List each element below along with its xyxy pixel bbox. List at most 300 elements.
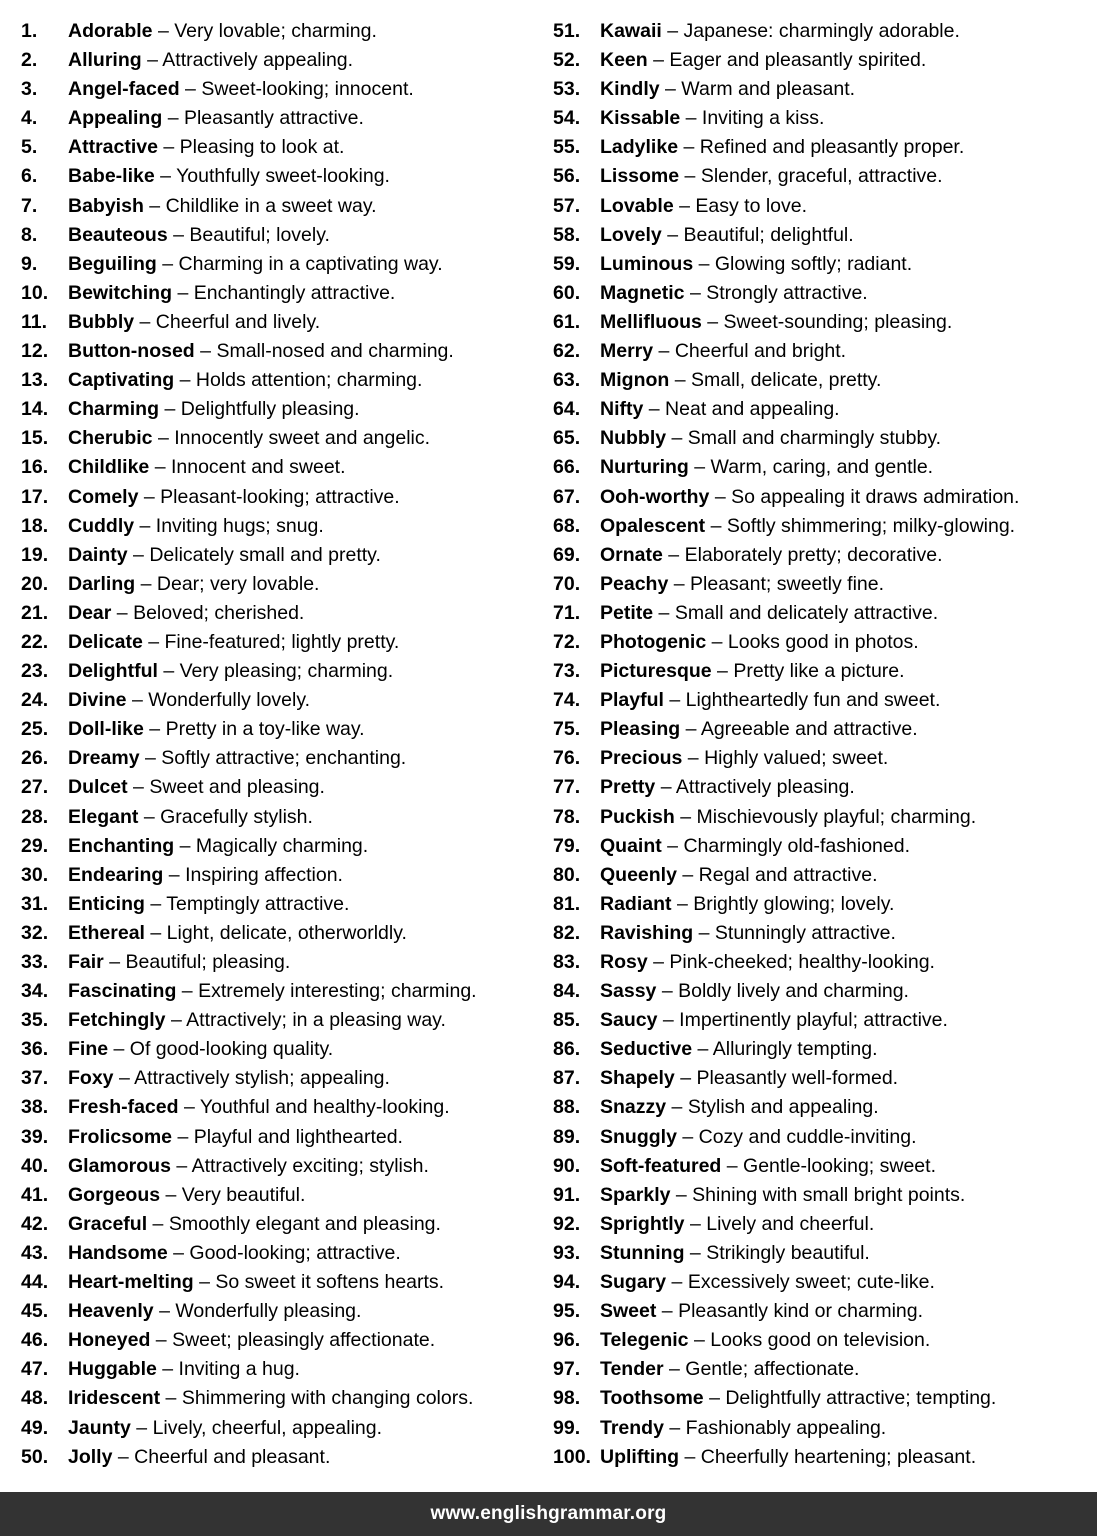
item-number: 3. <box>21 78 38 101</box>
item-text <box>68 1355 300 1384</box>
item-number: 89. <box>553 1125 581 1148</box>
item-text <box>68 570 319 599</box>
item-text <box>600 1152 936 1181</box>
item-text <box>600 919 896 948</box>
list-item <box>553 861 1093 890</box>
item-definition: Brightly glowing; lovely. <box>693 892 895 915</box>
item-text <box>68 715 365 744</box>
item-definition: Mischievously playful; charming. <box>696 805 977 828</box>
list-item <box>21 1355 536 1384</box>
item-word: Enchanting <box>68 834 175 857</box>
item-word: Dreamy <box>68 747 140 770</box>
item-separator: – <box>711 630 723 653</box>
item-word: Attractive <box>68 136 158 159</box>
item-number: 6. <box>21 165 38 188</box>
item-word: Honeyed <box>68 1329 151 1352</box>
list-item <box>553 744 1093 773</box>
item-separator: – <box>133 776 144 799</box>
item-separator: – <box>694 456 706 479</box>
item-word: Angel-faced <box>68 78 180 101</box>
item-separator: – <box>162 252 174 275</box>
item-separator: – <box>143 805 155 828</box>
list-item <box>21 919 536 948</box>
item-number: 91. <box>553 1183 581 1206</box>
item-number: 14. <box>21 398 49 421</box>
item-definition: Pleasantly attractive. <box>183 107 364 130</box>
item-definition: Gentle; affectionate. <box>685 1358 860 1381</box>
item-definition: Cheerfully heartening; pleasant. <box>700 1445 977 1468</box>
item-text <box>68 1414 382 1443</box>
item-number: 82. <box>553 921 581 944</box>
item-number: 98. <box>553 1387 581 1410</box>
item-separator: – <box>163 136 175 159</box>
list-item <box>21 1297 536 1326</box>
list-item <box>21 715 536 744</box>
item-word: Cuddly <box>68 514 135 537</box>
item-text <box>600 686 940 715</box>
list-item <box>553 133 1093 162</box>
list-item <box>553 977 1093 1006</box>
list-item <box>21 133 536 162</box>
item-word: Mignon <box>600 369 670 392</box>
item-number: 22. <box>21 630 49 653</box>
item-separator: – <box>675 1183 687 1206</box>
list-item <box>21 977 536 1006</box>
item-separator: – <box>669 689 681 712</box>
item-separator: – <box>157 20 169 42</box>
item-definition: Beautiful; pleasing. <box>125 951 291 973</box>
item-definition: Sweet; pleasingly affectionate. <box>172 1329 436 1352</box>
item-separator: – <box>168 863 180 886</box>
item-number: 99. <box>553 1416 581 1439</box>
item-definition: Innocent and sweet. <box>170 456 346 479</box>
item-separator: – <box>689 1212 701 1235</box>
item-definition: Pleasantly kind or charming. <box>678 1300 924 1323</box>
item-number: 16. <box>21 456 49 479</box>
item-word: Merry <box>600 340 654 363</box>
item-text <box>68 250 443 279</box>
item-text <box>600 1035 878 1064</box>
item-word: Graceful <box>68 1212 148 1235</box>
item-word: Sprightly <box>600 1212 685 1235</box>
item-number: 20. <box>21 572 49 595</box>
footer-bar <box>0 1492 1097 1536</box>
item-word: Babyish <box>68 194 144 217</box>
list-item <box>553 541 1093 570</box>
list-item <box>553 773 1093 802</box>
item-text <box>68 657 393 686</box>
item-separator: – <box>165 1183 177 1206</box>
item-word: Beauteous <box>68 223 168 246</box>
item-word: Comely <box>68 485 139 508</box>
item-number: 11. <box>21 310 48 333</box>
list-item <box>553 483 1093 512</box>
item-definition: Pretty like a picture. <box>733 660 905 683</box>
item-number: 43. <box>21 1241 49 1264</box>
item-number: 72. <box>553 630 581 653</box>
item-definition: Attractively stylish; appealing. <box>134 1067 390 1090</box>
item-word: Snuggly <box>600 1125 677 1148</box>
item-number: 64. <box>553 398 581 421</box>
item-number: 68. <box>553 514 581 537</box>
item-separator: – <box>147 49 158 72</box>
item-number: 18. <box>21 514 49 537</box>
item-definition: Of good-looking quality. <box>129 1038 334 1061</box>
item-word: Pretty <box>600 776 656 799</box>
item-word: Sassy <box>600 980 657 1003</box>
item-number: 35. <box>21 1009 49 1032</box>
item-definition: Charming in a captivating way. <box>178 252 443 275</box>
item-word: Luminous <box>600 252 694 275</box>
list-item <box>21 628 536 657</box>
item-separator: – <box>671 1096 683 1119</box>
item-text <box>600 1093 879 1122</box>
item-separator: – <box>671 1271 683 1294</box>
item-definition: Elaborately pretty; decorative. <box>684 543 943 566</box>
item-number: 54. <box>553 107 581 130</box>
item-definition: Good-looking; attractive. <box>189 1241 401 1264</box>
list-item <box>553 424 1093 453</box>
item-text <box>600 46 926 75</box>
item-word: Charming <box>68 398 160 421</box>
item-text <box>68 541 381 570</box>
item-text <box>68 773 325 802</box>
item-definition: Glowing softly; radiant. <box>714 252 913 275</box>
item-definition: Pleasing to look at. <box>179 136 345 159</box>
item-definition: Warm, caring, and gentle. <box>710 456 934 479</box>
item-word: Uplifting <box>600 1445 680 1468</box>
item-number: 53. <box>553 78 581 101</box>
item-definition: Dear; very lovable. <box>156 572 320 595</box>
item-separator: – <box>658 601 670 624</box>
item-definition: Alluringly tempting. <box>712 1038 878 1061</box>
item-number: 57. <box>553 194 581 217</box>
item-word: Delightful <box>68 660 158 683</box>
list-item <box>21 1443 536 1472</box>
list-item <box>553 162 1093 191</box>
item-number: 87. <box>553 1067 581 1090</box>
list-item <box>21 1035 536 1064</box>
item-definition: Enchantingly attractive. <box>193 281 396 304</box>
item-separator: – <box>662 1009 674 1032</box>
item-word: Sugary <box>600 1271 667 1294</box>
item-definition: Agreeable and attractive. <box>700 718 918 741</box>
item-number: 44. <box>21 1271 49 1294</box>
list-item <box>21 279 536 308</box>
item-definition: Innocently sweet and angelic. <box>174 427 431 450</box>
item-separator: – <box>693 1329 705 1352</box>
item-text <box>600 133 964 162</box>
item-text <box>600 1355 859 1384</box>
item-text <box>600 570 884 599</box>
item-definition: Delicately small and pretty. <box>149 543 381 566</box>
item-text <box>600 337 846 366</box>
item-definition: Temptingly attractive. <box>166 892 350 915</box>
list-item <box>553 1268 1093 1297</box>
list-item <box>553 104 1093 133</box>
item-word: Enticing <box>68 892 145 915</box>
item-separator: – <box>113 1038 125 1061</box>
item-text <box>68 1384 473 1413</box>
item-number: 10. <box>21 281 49 304</box>
item-text <box>600 1239 870 1268</box>
item-separator: – <box>689 281 701 304</box>
list-item <box>21 46 536 75</box>
item-separator: – <box>177 281 189 304</box>
list-item <box>553 221 1093 250</box>
item-text <box>600 1414 886 1443</box>
item-text <box>68 977 477 1006</box>
list-item <box>553 657 1093 686</box>
item-definition: Regal and attractive. <box>698 863 878 886</box>
list-item <box>553 250 1093 279</box>
item-text <box>68 686 310 715</box>
item-text <box>600 1384 996 1413</box>
item-definition: Softly attractive; enchanting. <box>161 747 407 770</box>
item-number: 86. <box>553 1038 581 1061</box>
item-text <box>68 628 399 657</box>
item-separator: – <box>136 1416 148 1439</box>
item-number: 67. <box>553 485 581 508</box>
item-text <box>600 308 952 337</box>
item-word: Fair <box>68 951 104 973</box>
item-separator: – <box>648 398 660 421</box>
item-definition: Sweet-sounding; pleasing. <box>723 310 953 333</box>
item-definition: Magically charming. <box>195 834 369 857</box>
item-text <box>68 424 430 453</box>
item-word: Precious <box>600 747 683 770</box>
item-definition: Very beautiful. <box>181 1183 306 1206</box>
item-word: Photogenic <box>600 630 707 653</box>
list-item <box>553 46 1093 75</box>
item-text <box>68 221 330 250</box>
item-word: Fine <box>68 1038 109 1061</box>
item-definition: Beautiful; delightful. <box>683 223 854 246</box>
item-separator: – <box>679 194 690 217</box>
list-item <box>21 1384 536 1413</box>
item-number: 1. <box>21 20 38 42</box>
item-definition: Neat and appealing. <box>665 398 840 421</box>
item-word: Fascinating <box>68 980 177 1003</box>
item-separator: – <box>181 980 193 1003</box>
item-definition: Japanese: charmingly adorable. <box>683 20 960 42</box>
item-definition: Easy to love. <box>695 194 808 217</box>
item-number: 42. <box>21 1212 49 1235</box>
list-item <box>21 1064 536 1093</box>
item-number: 34. <box>21 980 49 1003</box>
item-separator: – <box>717 660 728 683</box>
list-item <box>21 744 536 773</box>
item-word: Beguiling <box>68 252 157 275</box>
item-definition: Wonderfully pleasing. <box>175 1300 362 1323</box>
item-word: Heavenly <box>68 1300 154 1323</box>
item-separator: – <box>152 1212 164 1235</box>
item-number: 94. <box>553 1271 581 1294</box>
item-text <box>68 512 324 541</box>
item-definition: Lively, cheerful, appealing. <box>152 1416 383 1439</box>
item-number: 21. <box>21 601 49 624</box>
item-text <box>600 250 912 279</box>
list-item <box>21 395 536 424</box>
item-number: 49. <box>21 1416 49 1439</box>
item-text <box>68 1006 446 1035</box>
item-definition: Inviting a kiss. <box>701 107 825 130</box>
list-item <box>553 1210 1093 1239</box>
item-number: 81. <box>553 892 581 915</box>
item-definition: Beautiful; lovely. <box>189 223 330 246</box>
item-number: 83. <box>553 951 581 973</box>
item-text <box>600 599 938 628</box>
item-separator: – <box>159 1300 170 1323</box>
item-definition: Charmingly old-fashioned. <box>683 834 910 857</box>
item-number: 24. <box>21 689 49 712</box>
item-text <box>600 541 943 570</box>
item-word: Alluring <box>68 49 142 72</box>
item-separator: – <box>684 165 696 188</box>
item-text <box>68 308 320 337</box>
item-text <box>600 1123 917 1152</box>
item-text <box>68 1268 444 1297</box>
item-text <box>68 744 406 773</box>
item-definition: Youthful and healthy-looking. <box>199 1096 450 1119</box>
item-definition: Delightfully attractive; tempting. <box>725 1387 997 1410</box>
item-text <box>68 395 360 424</box>
item-number: 75. <box>553 718 581 741</box>
item-definition: Attractively; in a pleasing way. <box>186 1009 446 1032</box>
item-number: 47. <box>21 1358 49 1381</box>
list-item <box>21 1093 536 1122</box>
list-item <box>553 1123 1093 1152</box>
item-text <box>600 773 855 802</box>
item-number: 50. <box>21 1445 49 1468</box>
item-number: 63. <box>553 369 581 392</box>
item-definition: Refined and pleasantly proper. <box>699 136 965 159</box>
item-text <box>68 337 454 366</box>
item-separator: – <box>149 194 161 217</box>
item-definition: Beloved; cherished. <box>133 601 305 624</box>
item-text <box>600 1443 976 1472</box>
item-text <box>600 17 960 46</box>
item-separator: – <box>676 892 688 915</box>
item-word: Delicate <box>68 630 143 653</box>
item-definition: So sweet it softens hearts. <box>215 1271 445 1294</box>
item-number: 5. <box>21 136 38 159</box>
footer-url-link[interactable]: www.englishgrammar.org <box>430 1503 667 1524</box>
list-item <box>21 773 536 802</box>
item-definition: Attractively pleasing. <box>675 776 855 799</box>
item-definition: Lively and cheerful. <box>706 1212 875 1235</box>
item-number: 28. <box>21 805 49 828</box>
item-number: 62. <box>553 340 581 363</box>
item-separator: – <box>658 340 670 363</box>
item-text <box>600 628 919 657</box>
list-item <box>553 832 1093 861</box>
item-definition: Inviting hugs; snug. <box>155 514 324 537</box>
item-definition: Childlike in a sweet way. <box>165 194 377 217</box>
item-number: 95. <box>553 1300 581 1323</box>
item-definition: Stylish and appealing. <box>687 1096 879 1119</box>
item-text <box>68 75 414 104</box>
item-text <box>600 715 918 744</box>
item-number: 12. <box>21 340 49 363</box>
item-separator: – <box>697 1038 709 1061</box>
item-separator: – <box>154 456 166 479</box>
item-definition: Pink-cheeked; healthy-looking. <box>669 951 935 973</box>
item-word: Heart-melting <box>68 1271 194 1294</box>
item-text <box>600 1210 874 1239</box>
list-item <box>21 162 536 191</box>
item-number: 71. <box>553 601 581 624</box>
item-definition: Slender, graceful, attractive. <box>700 165 943 188</box>
list-item <box>553 919 1093 948</box>
item-word: Handsome <box>68 1241 168 1264</box>
list-item <box>21 570 536 599</box>
item-definition: Small, delicate, pretty. <box>691 369 882 392</box>
list-item <box>21 686 536 715</box>
item-word: Soft-featured <box>600 1154 722 1177</box>
item-separator: – <box>684 1445 696 1468</box>
item-number: 97. <box>553 1358 581 1381</box>
item-number: 96. <box>553 1329 581 1352</box>
item-text <box>68 46 353 75</box>
item-word: Iridescent <box>68 1387 161 1410</box>
item-definition: Playful and lighthearted. <box>193 1125 403 1148</box>
item-word: Mellifluous <box>600 310 702 333</box>
item-separator: – <box>167 107 179 130</box>
item-separator: – <box>683 136 695 159</box>
list-item <box>553 192 1093 221</box>
item-word: Telegenic <box>600 1329 689 1352</box>
list-item <box>21 803 536 832</box>
item-word: Captivating <box>68 369 175 392</box>
item-separator: – <box>176 1154 188 1177</box>
item-number: 41. <box>21 1183 49 1206</box>
item-text <box>68 599 304 628</box>
item-separator: – <box>131 689 143 712</box>
item-word: Jaunty <box>68 1416 131 1439</box>
item-definition: Inspiring affection. <box>185 863 343 886</box>
item-number: 32. <box>21 921 49 944</box>
item-word: Fresh-faced <box>68 1096 179 1119</box>
item-number: 4. <box>21 107 38 130</box>
list-item <box>553 512 1093 541</box>
item-definition: Youthfully sweet-looking. <box>176 165 390 188</box>
item-text <box>68 1210 441 1239</box>
item-number: 92. <box>553 1212 581 1235</box>
item-word: Radiant <box>600 892 672 915</box>
item-definition: Very pleasing; charming. <box>179 660 394 683</box>
item-separator: – <box>170 1009 182 1032</box>
item-word: Babe-like <box>68 165 155 188</box>
item-word: Ravishing <box>600 921 694 944</box>
item-text <box>600 1064 898 1093</box>
item-definition: Strikingly beautiful. <box>706 1241 870 1264</box>
item-text <box>68 1123 403 1152</box>
item-text <box>68 1064 390 1093</box>
item-text <box>600 453 933 482</box>
item-word: Bubbly <box>68 310 135 333</box>
item-separator: – <box>117 1445 129 1468</box>
item-separator: – <box>667 223 679 246</box>
item-text <box>68 948 290 977</box>
item-word: Nifty <box>600 398 644 421</box>
item-definition: Looks good on television. <box>710 1329 931 1352</box>
item-separator: – <box>667 20 679 42</box>
item-separator: – <box>653 951 664 973</box>
item-word: Frolicsome <box>68 1125 173 1148</box>
item-text <box>68 483 400 512</box>
item-number: 84. <box>553 980 581 1003</box>
